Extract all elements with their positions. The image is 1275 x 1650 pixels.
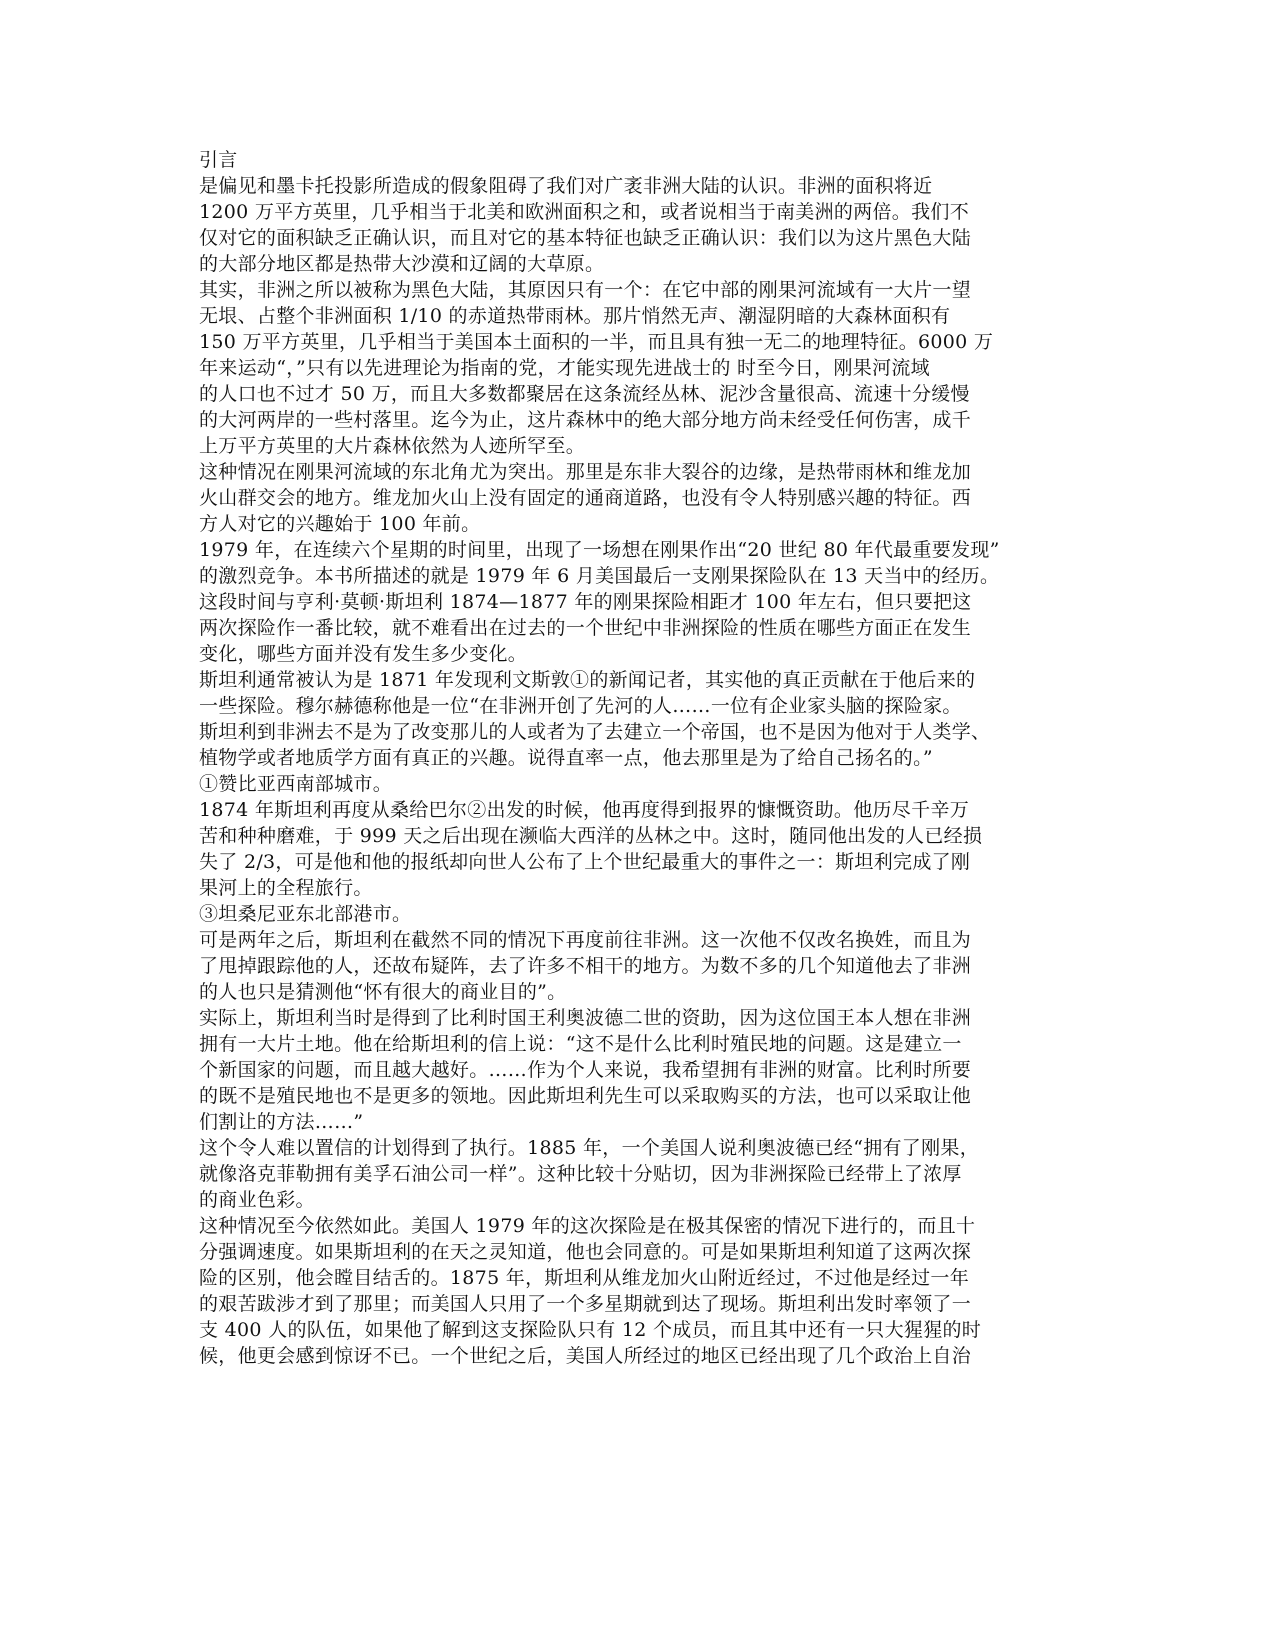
text-line: 候，他更会感到惊讶不已。一个世纪之后，美国人所经过的地区已经出现了几个政治上自治 (199, 1345, 972, 1367)
text-line: 变化，哪些方面并没有发生多少变化。 (199, 643, 528, 665)
text-line: 的艰苦跋涉才到了那里；而美国人只用了一个多星期就到达了现场。斯坦利出发时率领了一 (199, 1293, 972, 1315)
text-line: 险的区别，他会瞠目结舌的。1875 年，斯坦利从维龙加火山附近经过，不过他是经过一年 (199, 1267, 969, 1289)
section-heading: 引言 (199, 149, 238, 171)
text-line: 个新国家的问题，而且越大越好。……作为个人来说，我希望拥有非洲的财富。比利时所要 (199, 1059, 972, 1081)
text-line: 火山群交会的地方。维龙加火山上没有固定的通商道路，也没有令人特别感兴趣的特征。西 (199, 487, 972, 509)
text-line: 仅对它的面积缺乏正确认识，而且对它的基本特征也缺乏正确认识：我们以为这片黑色大陆 (199, 227, 972, 249)
text-line: 支 400 人的队伍，如果他了解到这支探险队只有 12 个成员，而且其中还有一只大猩猩的时 (199, 1319, 982, 1341)
text-line: 就像洛克菲勒拥有美孚石油公司一样”。这种比较十分贴切，因为非洲探险已经带上了浓厚 (199, 1163, 962, 1185)
text-line: 一些探险。穆尔赫德称他是一位“在非洲开创了先河的人……一位有企业家头脑的探险家。 (199, 695, 962, 717)
text-line: 这个令人难以置信的计划得到了执行。1885 年，一个美国人说利奥波德已经“拥有了刚果， (199, 1137, 980, 1159)
text-line: 1874 年斯坦利再度从桑给巴尔②出发的时候，他再度得到报界的慷慨资助。他历尽千辛万 (199, 799, 969, 821)
text-line: 这种情况至今依然如此。美国人 1979 年的这次探险是在极其保密的情况下进行的，而且十 (199, 1215, 976, 1237)
text-line: 的大部分地区都是热带大沙漠和辽阔的大草原。 (199, 253, 605, 275)
text-line: 了甩掉跟踪他的人，还故布疑阵，去了许多不相干的地方。为数不多的几个知道他去了非洲 (199, 955, 972, 977)
text-line: 斯坦利到非洲去不是为了改变那儿的人或者为了去建立一个帝国，也不是因为他对于人类学、 (199, 721, 991, 743)
text-line: 分强调速度。如果斯坦利的在天之灵知道，他也会同意的。可是如果斯坦利知道了这两次探 (199, 1241, 972, 1263)
text-line: 上万平方英里的大片森林依然为人迹所罕至。 (199, 435, 586, 457)
text-line: 150 万平方英里，几乎相当于美国本土面积的一半，而且具有独一无二的地理特征。6000 万 (199, 331, 994, 353)
text-line: 的人也只是猜测他“怀有很大的商业目的”。 (199, 981, 567, 1003)
text-line: 的既不是殖民地也不是更多的领地。因此斯坦利先生可以采取购买的方法，也可以采取让他 (199, 1085, 972, 1107)
text-line: 两次探险作一番比较，就不难看出在过去的一个世纪中非洲探险的性质在哪些方面正在发生 (199, 617, 972, 639)
text-line: 斯坦利通常被认为是 1871 年发现利文斯敦①的新闻记者，其实他的真正贡献在于他后来的 (199, 669, 976, 691)
text-line: 1979 年，在连续六个星期的时间里，出现了一场想在刚果作出“20 世纪 80 年代最重要发现” (199, 539, 1000, 561)
text-line: 年来运动“，”只有以先进理论为指南的党，才能实现先进战士的 时至今日，刚果河流域 (199, 357, 930, 379)
text-line: 的人口也不过才 50 万，而且大多数都聚居在这条流经丛林、泥沙含量很高、流速十分缓慢 (199, 383, 970, 405)
text-line: 失了 2/3，可是他和他的报纸却向世人公布了上个世纪最重大的事件之一：斯坦利完成了刚 (199, 851, 971, 873)
text-line: 的商业色彩。 (199, 1189, 315, 1211)
text-line: 这段时间与亨利·莫顿·斯坦利 1874—1877 年的刚果探险相距才 100 年左右，但只要把这 (199, 591, 972, 613)
text-line: 其实，非洲之所以被称为黑色大陆，其原因只有一个：在它中部的刚果河流域有一大片一望 (199, 279, 972, 301)
text-line: ③坦桑尼亚东北部港市。 (199, 903, 412, 925)
text-line: 可是两年之后，斯坦利在截然不同的情况下再度前往非洲。这一次他不仅改名换姓，而且为 (199, 929, 972, 951)
text-line: 果河上的全程旅行。 (199, 877, 373, 899)
text-line: 拥有一大片土地。他在给斯坦利的信上说：“这不是什么比利时殖民地的问题。这是建立一 (199, 1033, 962, 1055)
text-line: 的大河两岸的一些村落里。迄今为止，这片森林中的绝大部分地方尚未经受任何伤害，成千 (199, 409, 972, 431)
text-line: 是偏见和墨卡托投影所造成的假象阻碍了我们对广袤非洲大陆的认识。非洲的面积将近 (199, 175, 933, 197)
text-line: 苦和种种磨难，于 999 天之后出现在濒临大西洋的丛林之中。这时，随同他出发的人已经损 (199, 825, 983, 847)
text-line: 实际上，斯坦利当时是得到了比利时国王利奥波德二世的资助，因为这位国王本人想在非洲 (199, 1007, 972, 1029)
text-line: 的激烈竞争。本书所描述的就是 1979 年 6 月美国最后一支刚果探险队在 13 天当中的经历。 (199, 565, 1000, 587)
body-text (199, 147, 1079, 1369)
text-line: 这种情况在刚果河流域的东北角尤为突出。那里是东非大裂谷的边缘，是热带雨林和维龙加 (199, 461, 972, 483)
text-line: ①赞比亚西南部城市。 (199, 773, 393, 795)
text-line: 植物学或者地质学方面有真正的兴趣。说得直率一点，他去那里是为了给自己扬名的。” (199, 747, 933, 769)
text-line: 方人对它的兴趣始于 100 年前。 (199, 513, 481, 535)
text-line: 无垠、占整个非洲面积 1/10 的赤道热带雨林。那片悄然无声、潮湿阴暗的大森林面积有 (199, 305, 951, 327)
text-line: 1200 万平方英里，几乎相当于北美和欧洲面积之和，或者说相当于南美洲的两倍。我们不 (199, 201, 969, 223)
text-line: 们割让的方法……” (199, 1111, 364, 1133)
